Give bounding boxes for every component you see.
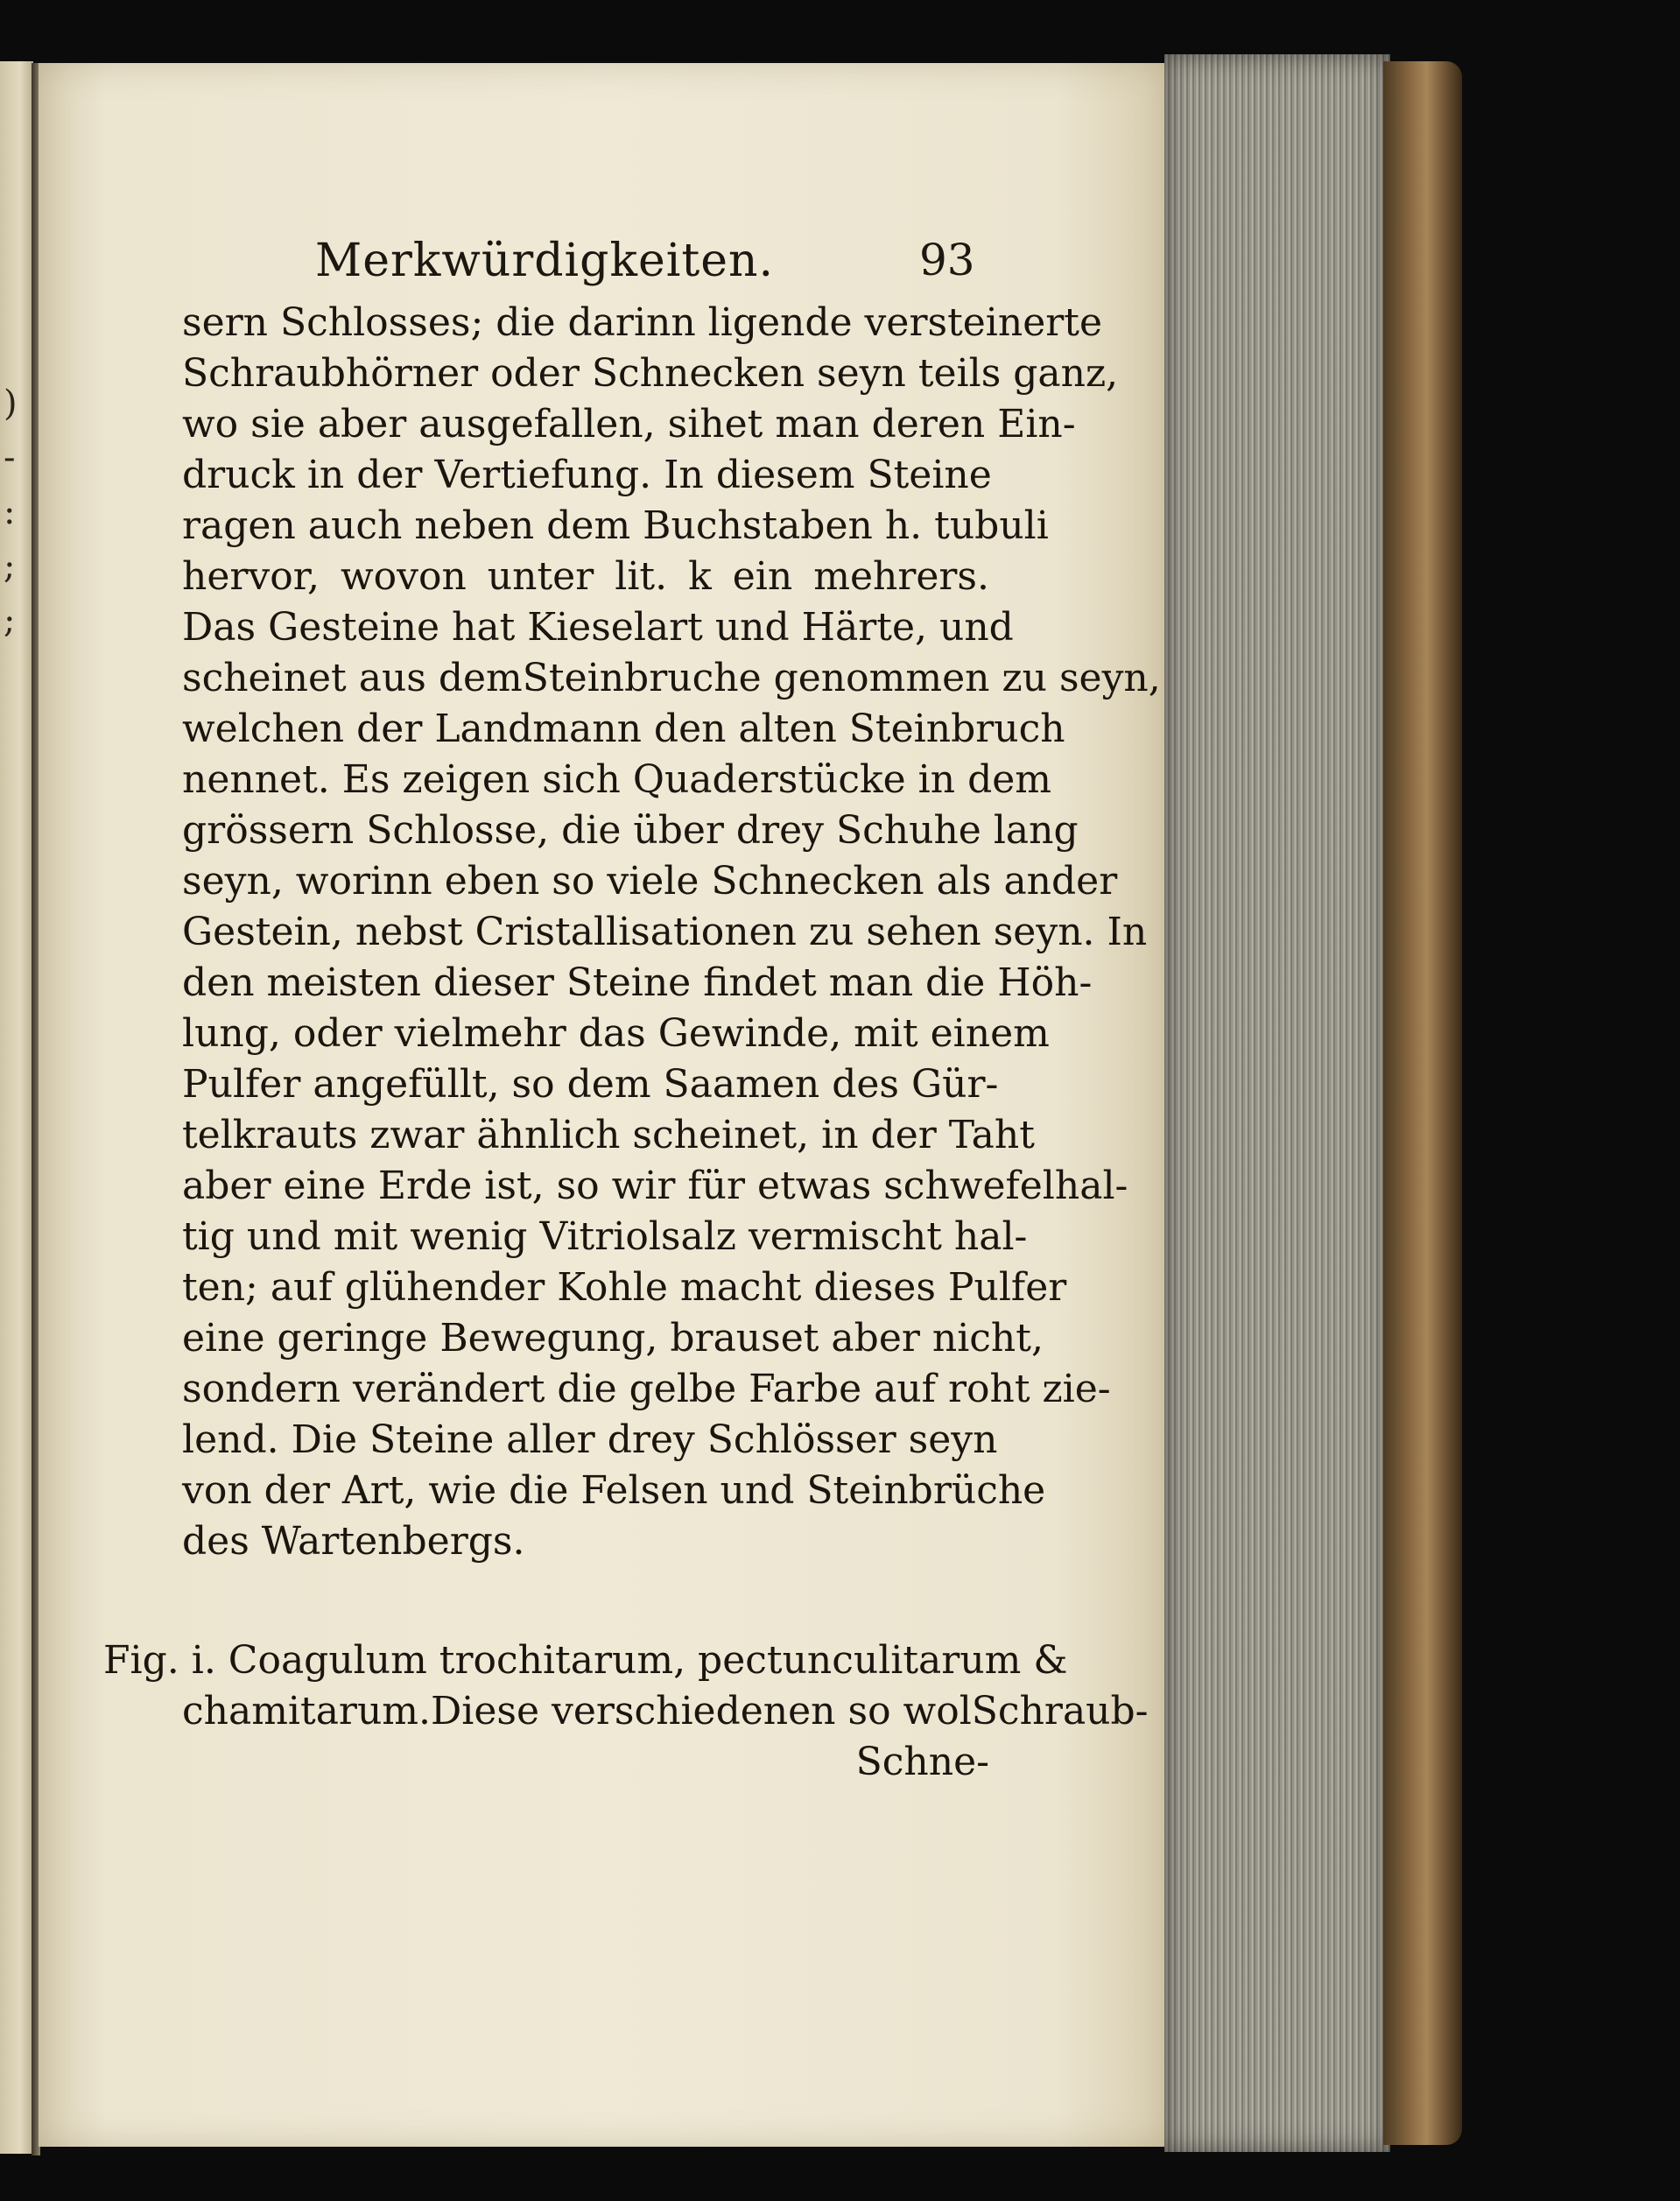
text-line: scheinet aus demSteinbruche genommen zu seyn,: [182, 656, 1161, 700]
running-head: Merkwürdigkeiten.: [315, 235, 775, 287]
text-line: sondern verändert die gelbe Farbe auf roht zie-: [182, 1367, 1111, 1411]
text-line: druck in der Vertiefung. In diesem Steine: [182, 453, 992, 497]
text-line: Pulfer angefüllt, so dem Saamen des Gür-: [182, 1062, 999, 1107]
text-line: lend. Die Steine aller drey Schlösser seyn: [182, 1417, 998, 1462]
left-facing-page: [0, 61, 33, 2154]
text-line: seyn, worinn eben so viele Schnecken als ander: [182, 859, 1118, 904]
left-mark: ;: [4, 601, 16, 641]
text-line: tig und mit wenig Vitriolsalz vermischt hal-: [182, 1214, 1028, 1259]
left-page-marks: [4, 376, 21, 648]
page-block-edges: [1164, 54, 1390, 2152]
text-line: nennet. Es zeigen sich Quaderstücke in dem: [182, 757, 1052, 802]
text-line: lung, oder vielmehr das Gewinde, mit einem: [182, 1011, 1050, 1056]
text-line: den meisten dieser Steine findet man die Höh-: [182, 960, 1093, 1005]
text-line: aber eine Erde ist, so wir für etwas schwefelhal-: [182, 1164, 1128, 1208]
figure-caption: [103, 1635, 1149, 1788]
left-mark: :: [4, 492, 16, 532]
text-line: sern Schlosses; die darinn ligende versteinerte: [182, 300, 1102, 345]
text-line: von der Art, wie die Felsen und Steinbrüche: [182, 1468, 1046, 1513]
text-line: telkrauts zwar ähnlich scheinet, in der Taht: [182, 1113, 1035, 1157]
text-line: grössern Schlosse, die über drey Schuhe lang: [182, 808, 1079, 853]
text-line: des Wartenbergs.: [182, 1519, 525, 1564]
text-line: hervor, wovon unter lit. k ein mehrers.: [182, 554, 989, 599]
text-line: wo sie aber ausgefallen, sihet man deren Ein-: [182, 402, 1076, 447]
caption-line: chamitarum.Diese verschiedenen so wolSchraub-: [182, 1689, 1149, 1733]
left-mark: ): [4, 383, 18, 424]
text-line: eine geringe Bewegung, brauset aber nicht,: [182, 1316, 1044, 1361]
text-line: welchen der Landmann den alten Steinbruch: [182, 707, 1065, 751]
text-line: Das Gesteine hat Kieselart und Härte, und: [182, 605, 1014, 650]
body-text: [182, 298, 1161, 1567]
left-mark: ;: [4, 546, 16, 587]
text-line: ragen auch neben dem Buchstaben h. tubuli: [182, 503, 1049, 548]
text-line: Schraubhörner oder Schnecken seyn teils ganz,: [182, 351, 1119, 396]
caption-line: Fig. i. Coagulum trochitarum, pectunculitarum &: [103, 1638, 1068, 1683]
text-line: ten; auf glühender Kohle macht dieses Pulfer: [182, 1265, 1067, 1310]
text-line: Gestein, nebst Cristallisationen zu sehen seyn. In: [182, 910, 1148, 954]
page-number: 93: [919, 235, 975, 285]
catchword: Schne-: [855, 1740, 989, 1784]
left-mark: -: [4, 438, 16, 478]
leather-cover: [1383, 61, 1462, 2145]
